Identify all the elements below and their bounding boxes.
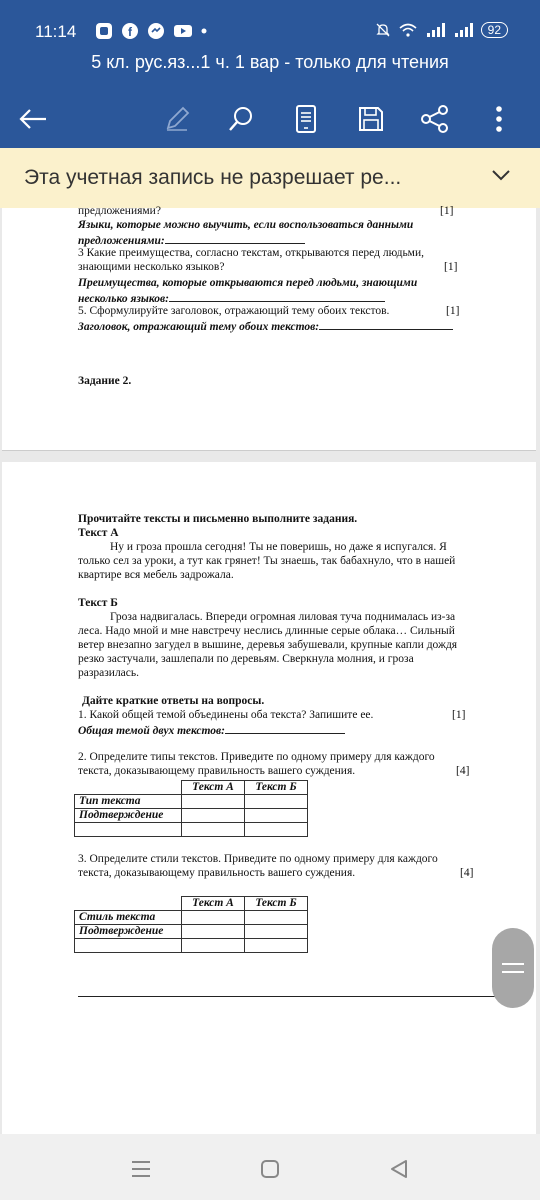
more-vertical-icon[interactable] (482, 102, 516, 136)
table-cell (75, 781, 182, 795)
table-row (75, 911, 308, 925)
text-b-line: Гроза надвигалась. Впереди огромная лиловая туча поднималась из-за (110, 611, 456, 623)
answer-line[interactable] (165, 232, 305, 244)
text-a-line: только сел за уроки, а тут как грянет! Ты знаешь, так бабахнуло, что в нашей (78, 555, 456, 567)
messenger-icon (147, 22, 165, 40)
answers-heading: Дайте краткие ответы на вопросы. (82, 695, 265, 707)
table-cell[interactable] (245, 823, 308, 837)
table-cell[interactable] (182, 939, 245, 953)
share-icon[interactable] (418, 102, 452, 136)
signal-icon (425, 23, 445, 37)
answer-line[interactable] (225, 722, 345, 734)
score-mark: [1] (452, 709, 466, 721)
battery-indicator: 92 (481, 22, 508, 38)
document-title: 5 кл. рус.яз...1 ч. 1 вар - только для чтения (91, 52, 449, 72)
text-b-title: Текст Б (78, 597, 118, 609)
text-types-table (74, 780, 308, 837)
column-header: Текст Б (245, 781, 308, 795)
answer-line[interactable] (319, 318, 453, 330)
text-a-line: Ну и гроза прошла сегодня! Ты не поверишь, но даже я испугался. Я (110, 541, 447, 553)
score-mark: [1] (440, 205, 454, 217)
grip-line (502, 971, 524, 973)
table-cell[interactable] (182, 809, 245, 823)
table-row (75, 925, 308, 939)
table-row (75, 781, 308, 795)
table-cell[interactable] (75, 939, 182, 953)
back-triangle-icon[interactable] (384, 1154, 414, 1184)
search-icon[interactable] (224, 102, 258, 136)
notification-icons (95, 22, 207, 40)
table-cell[interactable] (182, 911, 245, 925)
table-cell (75, 897, 182, 911)
wifi-icon (399, 22, 417, 38)
question-1: 1. Какой общей темой объединены оба текста? Запишите ее. (78, 709, 374, 721)
answer-line[interactable] (78, 996, 498, 997)
table-cell[interactable] (245, 925, 308, 939)
phone-reader-icon[interactable] (289, 102, 323, 136)
answer-label: Общая темой двух текстов: (78, 725, 226, 737)
question-3-cont: знающими несколько языков? (78, 261, 225, 273)
system-icons (375, 22, 508, 38)
answer-label: Преимущества, которые открываются перед людьми, знающими (78, 277, 418, 289)
question-2: 2. Определите типы текстов. Приведите по одному примеру для каждого (78, 751, 435, 763)
table-cell[interactable] (245, 939, 308, 953)
text-styles-table (74, 896, 308, 953)
score-mark: [1] (446, 305, 460, 317)
table-row (75, 823, 308, 837)
table-row (75, 897, 308, 911)
table-row (75, 939, 308, 953)
table-cell[interactable] (182, 823, 245, 837)
answer-line[interactable] (169, 290, 385, 302)
table-cell[interactable] (245, 795, 308, 809)
column-header: Текст А (182, 897, 245, 911)
pencil-icon[interactable] (160, 102, 194, 136)
scroll-handle[interactable] (492, 928, 534, 1008)
answer-label-row (78, 722, 345, 738)
recents-icon[interactable] (126, 1154, 156, 1184)
column-header: Текст Б (245, 897, 308, 911)
question-5: 5. Сформулируйте заголовок, отражающий тему обоих текстов. (78, 305, 390, 317)
table-cell[interactable] (182, 795, 245, 809)
answer-label: Заголовок, отражающий тему обоих текстов: (78, 321, 320, 333)
text-b-line: леса. Надо мной и мне навстречу неслись длинные серые облака… Сильный (78, 625, 455, 637)
signal-icon-2 (453, 23, 473, 37)
column-header: Текст А (182, 781, 245, 795)
app-notification-icon (95, 22, 113, 40)
answer-label: Языки, которые можно выучить, если воспользоваться данными (78, 219, 414, 231)
banner-text: Эта учетная запись не разрешает ре... (24, 166, 402, 189)
text-b-line: резко застучали, зашлепали по деревьям. Сверкнула молния, и гроза (78, 653, 414, 665)
cut-off-line: предложениями? (78, 205, 161, 217)
text-a-title: Текст А (78, 527, 119, 539)
document-page-1 (2, 205, 536, 451)
youtube-icon (173, 23, 193, 39)
status-bar (0, 0, 540, 90)
readonly-banner[interactable] (0, 148, 540, 208)
question-2-cont: текста, доказывающему правильность вашего суждения. (78, 765, 356, 777)
row-header: Подтверждение (75, 925, 182, 939)
text-a-line: квартире вся мебель задрожала. (78, 569, 234, 581)
system-navigation-bar (0, 1134, 540, 1200)
question-3: 3 Какие преимущества, согласно текстам, открываются перед людьми, (78, 247, 424, 259)
status-time: 11:14 (35, 22, 77, 41)
chevron-down-icon[interactable] (490, 164, 512, 186)
toolbar (0, 90, 540, 148)
home-icon[interactable] (255, 1154, 285, 1184)
row-header: Тип текста (75, 795, 182, 809)
table-cell[interactable] (245, 911, 308, 925)
instruction: Прочитайте тексты и письменно выполните задания. (78, 513, 358, 525)
answer-label-cont: предложениями: (78, 235, 165, 247)
svg-text:f: f (128, 25, 132, 39)
table-row (75, 795, 308, 809)
score-mark: [4] (456, 765, 470, 777)
table-cell[interactable] (75, 823, 182, 837)
answer-label-cont: несколько языков: (78, 293, 169, 305)
task-heading: Задание 2. (78, 375, 132, 387)
grip-line (502, 963, 524, 965)
dot-icon (201, 28, 207, 34)
answer-label-row (78, 318, 453, 334)
score-mark: [1] (444, 261, 458, 273)
score-mark: [4] (460, 867, 474, 879)
question-3-cont: текста, доказывающему правильность вашего суждения. (78, 867, 356, 879)
save-icon[interactable] (354, 102, 388, 136)
table-cell[interactable] (182, 925, 245, 939)
mute-bell-icon (375, 22, 391, 38)
text-b-line: ветер внезапно загудел в вышине, деревья забушевали, крупные капли дождя (78, 639, 458, 651)
document-page-2 (2, 462, 536, 1134)
text-b-line: разразилась. (78, 667, 140, 679)
facebook-icon (121, 22, 139, 40)
row-header: Стиль текста (75, 911, 182, 925)
table-row (75, 809, 308, 823)
question-3: 3. Определите стили текстов. Приведите по одному примеру для каждого (78, 853, 438, 865)
row-header: Подтверждение (75, 809, 182, 823)
table-cell[interactable] (245, 809, 308, 823)
arrow-left-icon[interactable] (16, 102, 50, 136)
